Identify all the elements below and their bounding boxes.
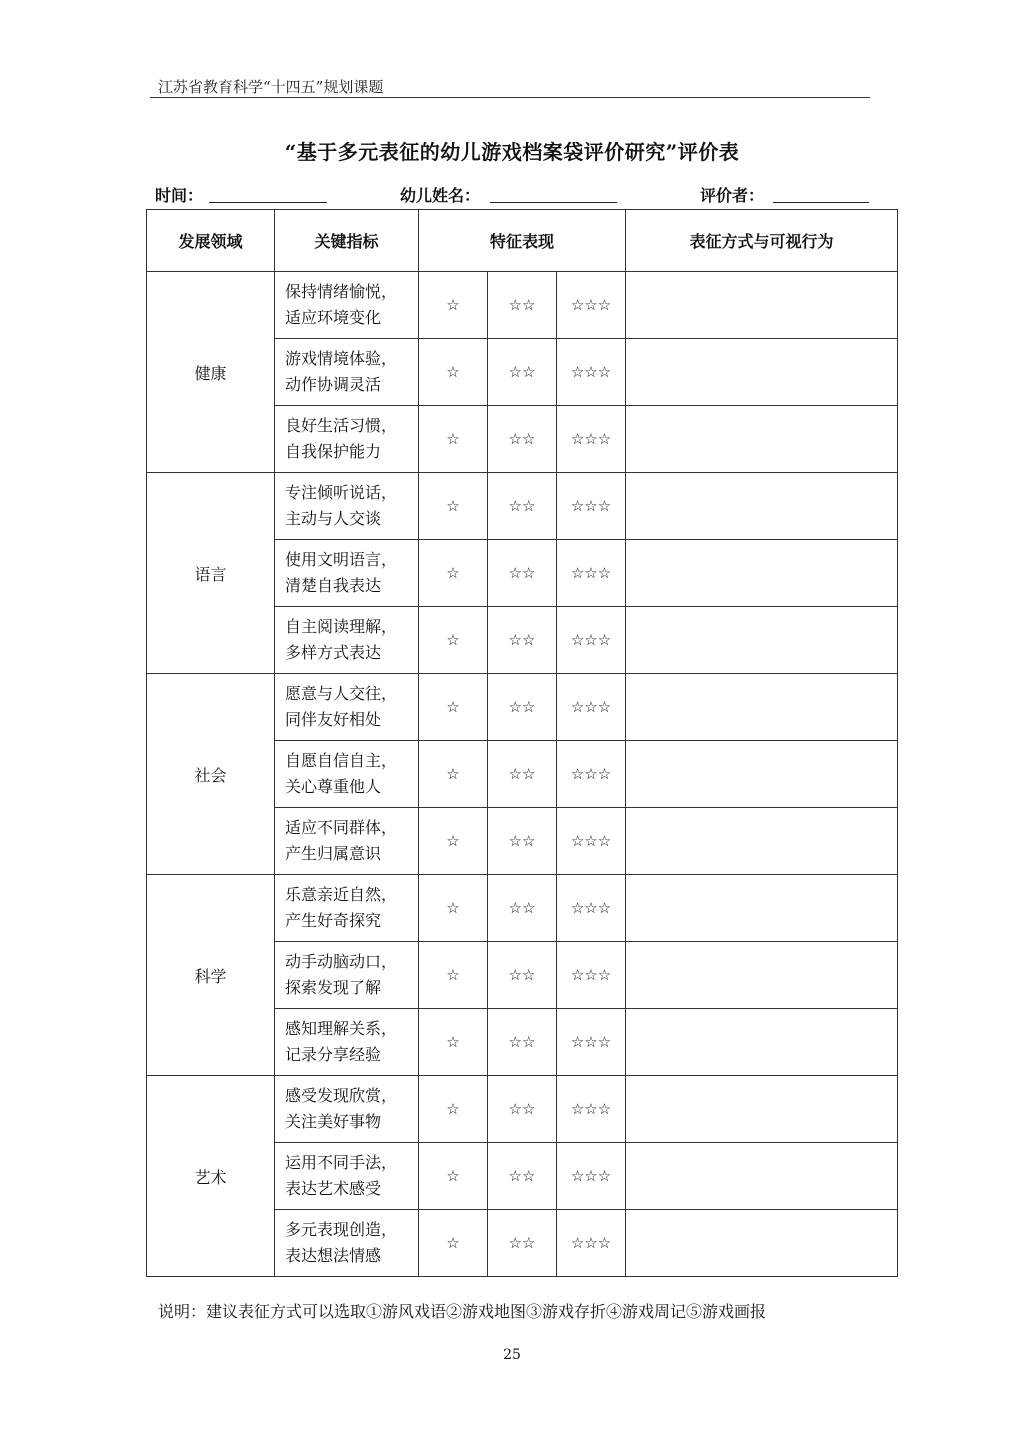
- explanation-note: 说明：建议表征方式可以选取①游风戏语②游戏地图③游戏存折④游戏周记⑤游戏画报: [158, 1302, 767, 1321]
- indicator-line-2: 表达艺术感受: [285, 1179, 382, 1198]
- representation-input-cell[interactable]: [626, 1076, 898, 1143]
- child-name-blank: [490, 202, 617, 203]
- representation-input-cell[interactable]: [626, 473, 898, 540]
- indicator-cell: [275, 875, 419, 942]
- rating-1-star-cell[interactable]: ☆: [419, 1076, 488, 1143]
- rating-2-star-cell[interactable]: ☆☆: [488, 1143, 557, 1210]
- indicator-line-2: 表达想法情感: [285, 1246, 382, 1265]
- info-row: [0, 183, 1024, 205]
- representation-input-cell[interactable]: [626, 406, 898, 473]
- rating-2-star-cell[interactable]: ☆☆: [488, 674, 557, 741]
- indicator-line-2: 动作协调灵活: [285, 375, 382, 394]
- rating-3-star-cell[interactable]: ☆☆☆: [557, 406, 626, 473]
- header-rule: [150, 97, 870, 98]
- rating-2-star-cell[interactable]: ☆☆: [488, 406, 557, 473]
- rating-1-star-cell[interactable]: ☆: [419, 339, 488, 406]
- rating-3-star-cell[interactable]: ☆☆☆: [557, 540, 626, 607]
- representation-input-cell[interactable]: [626, 1143, 898, 1210]
- indicator-cell: [275, 540, 419, 607]
- indicator-line-1: 运用不同手法，: [285, 1153, 398, 1172]
- rating-3-star-cell[interactable]: ☆☆☆: [557, 272, 626, 339]
- indicator-line-1: 保持情绪愉悦，: [285, 282, 398, 301]
- rating-1-star-cell[interactable]: ☆: [419, 406, 488, 473]
- rating-3-star-cell[interactable]: ☆☆☆: [557, 473, 626, 540]
- time-label: 时间：: [155, 186, 204, 205]
- rating-2-star-cell[interactable]: ☆☆: [488, 272, 557, 339]
- indicator-line-1: 良好生活习惯，: [285, 416, 398, 435]
- indicator-line-1: 动手动脑动口，: [285, 952, 398, 971]
- rating-1-star-cell[interactable]: ☆: [419, 1009, 488, 1076]
- indicator-cell: [275, 741, 419, 808]
- representation-input-cell[interactable]: [626, 808, 898, 875]
- rating-3-star-cell[interactable]: ☆☆☆: [557, 674, 626, 741]
- rating-2-star-cell[interactable]: ☆☆: [488, 473, 557, 540]
- domain-cell: 语言: [147, 473, 275, 674]
- rating-1-star-cell[interactable]: ☆: [419, 540, 488, 607]
- rating-3-star-cell[interactable]: ☆☆☆: [557, 1076, 626, 1143]
- rating-1-star-cell[interactable]: ☆: [419, 942, 488, 1009]
- table-row: [147, 272, 898, 339]
- indicator-line-2: 产生好奇探究: [285, 911, 382, 930]
- rating-3-star-cell[interactable]: ☆☆☆: [557, 942, 626, 1009]
- child-name-label: 幼儿姓名：: [400, 186, 481, 205]
- evaluation-table: [146, 209, 898, 1277]
- indicator-cell: [275, 942, 419, 1009]
- indicator-cell: [275, 339, 419, 406]
- representation-input-cell[interactable]: [626, 1210, 898, 1277]
- indicator-line-1: 愿意与人交往，: [285, 684, 398, 703]
- table-row: [147, 473, 898, 540]
- table-row: [147, 1076, 898, 1143]
- rating-1-star-cell[interactable]: ☆: [419, 272, 488, 339]
- rating-3-star-cell[interactable]: ☆☆☆: [557, 1143, 626, 1210]
- indicator-cell: [275, 272, 419, 339]
- rating-1-star-cell[interactable]: ☆: [419, 875, 488, 942]
- indicator-line-1: 多元表现创造，: [285, 1220, 398, 1239]
- indicator-cell: [275, 1210, 419, 1277]
- table-row: [147, 875, 898, 942]
- rating-1-star-cell[interactable]: ☆: [419, 808, 488, 875]
- representation-input-cell[interactable]: [626, 942, 898, 1009]
- indicator-cell: [275, 607, 419, 674]
- domain-cell: 艺术: [147, 1076, 275, 1277]
- table-header-row: [147, 210, 898, 272]
- rating-1-star-cell[interactable]: ☆: [419, 607, 488, 674]
- indicator-cell: [275, 1143, 419, 1210]
- rating-2-star-cell[interactable]: ☆☆: [488, 1009, 557, 1076]
- evaluator-blank: [773, 202, 869, 203]
- indicator-line-1: 游戏情境体验，: [285, 349, 398, 368]
- indicator-line-2: 适应环境变化: [285, 308, 382, 327]
- indicator-line-1: 感受发现欣赏，: [285, 1086, 398, 1105]
- representation-input-cell[interactable]: [626, 339, 898, 406]
- indicator-cell: [275, 473, 419, 540]
- indicator-cell: [275, 1009, 419, 1076]
- rating-1-star-cell[interactable]: ☆: [419, 674, 488, 741]
- header-performance: 特征表现: [419, 210, 626, 272]
- rating-3-star-cell[interactable]: ☆☆☆: [557, 808, 626, 875]
- rating-3-star-cell[interactable]: ☆☆☆: [557, 741, 626, 808]
- page-title: “基于多元表征的幼儿游戏档案袋评价研究”评价表: [284, 140, 740, 164]
- header-indicator: 关键指标: [275, 210, 419, 272]
- rating-2-star-cell[interactable]: ☆☆: [488, 540, 557, 607]
- rating-2-star-cell[interactable]: ☆☆: [488, 1076, 557, 1143]
- domain-cell: 科学: [147, 875, 275, 1076]
- running-header: 江苏省教育科学“十四五”规划课题: [158, 78, 384, 96]
- representation-input-cell[interactable]: [626, 540, 898, 607]
- indicator-line-2: 探索发现了解: [285, 978, 382, 997]
- representation-input-cell[interactable]: [626, 272, 898, 339]
- time-blank: [209, 202, 327, 203]
- rating-2-star-cell[interactable]: ☆☆: [488, 808, 557, 875]
- rating-3-star-cell[interactable]: ☆☆☆: [557, 339, 626, 406]
- rating-2-star-cell[interactable]: ☆☆: [488, 339, 557, 406]
- rating-1-star-cell[interactable]: ☆: [419, 1143, 488, 1210]
- rating-2-star-cell[interactable]: ☆☆: [488, 741, 557, 808]
- rating-2-star-cell[interactable]: ☆☆: [488, 875, 557, 942]
- indicator-line-2: 关注美好事物: [285, 1112, 382, 1131]
- indicator-line-1: 自愿自信自主，: [285, 751, 398, 770]
- rating-3-star-cell[interactable]: ☆☆☆: [557, 875, 626, 942]
- indicator-line-2: 同伴友好相处: [285, 710, 382, 729]
- indicator-line-2: 关心尊重他人: [285, 777, 382, 796]
- representation-input-cell[interactable]: [626, 607, 898, 674]
- indicator-cell: [275, 674, 419, 741]
- rating-3-star-cell[interactable]: ☆☆☆: [557, 607, 626, 674]
- domain-cell: 健康: [147, 272, 275, 473]
- indicator-line-2: 多样方式表达: [285, 643, 382, 662]
- indicator-line-2: 自我保护能力: [285, 442, 382, 461]
- indicator-line-1: 专注倾听说话，: [285, 483, 398, 502]
- indicator-line-1: 乐意亲近自然，: [285, 885, 398, 904]
- table-row: [147, 674, 898, 741]
- rating-1-star-cell[interactable]: ☆: [419, 473, 488, 540]
- page-number: 25: [503, 1347, 521, 1363]
- rating-2-star-cell[interactable]: ☆☆: [488, 1210, 557, 1277]
- indicator-line-2: 产生归属意识: [285, 844, 382, 863]
- header-domain: 发展领域: [147, 210, 275, 272]
- rating-2-star-cell[interactable]: ☆☆: [488, 942, 557, 1009]
- indicator-cell: [275, 808, 419, 875]
- indicator-cell: [275, 1076, 419, 1143]
- indicator-line-2: 主动与人交谈: [285, 509, 382, 528]
- indicator-line-1: 感知理解关系，: [285, 1019, 398, 1038]
- rating-1-star-cell[interactable]: ☆: [419, 741, 488, 808]
- representation-input-cell[interactable]: [626, 875, 898, 942]
- indicator-cell: [275, 406, 419, 473]
- indicator-line-1: 使用文明语言，: [285, 550, 398, 569]
- header-representation: 表征方式与可视行为: [626, 210, 898, 272]
- representation-input-cell[interactable]: [626, 741, 898, 808]
- rating-2-star-cell[interactable]: ☆☆: [488, 607, 557, 674]
- rating-3-star-cell[interactable]: ☆☆☆: [557, 1210, 626, 1277]
- domain-cell: 社会: [147, 674, 275, 875]
- rating-1-star-cell[interactable]: ☆: [419, 1210, 488, 1277]
- indicator-line-2: 记录分享经验: [285, 1045, 382, 1064]
- indicator-line-2: 清楚自我表达: [285, 576, 382, 595]
- indicator-line-1: 自主阅读理解，: [285, 617, 398, 636]
- representation-input-cell[interactable]: [626, 1009, 898, 1076]
- indicator-line-1: 适应不同群体，: [285, 818, 398, 837]
- evaluator-label: 评价者：: [700, 186, 765, 205]
- representation-input-cell[interactable]: [626, 674, 898, 741]
- rating-3-star-cell[interactable]: ☆☆☆: [557, 1009, 626, 1076]
